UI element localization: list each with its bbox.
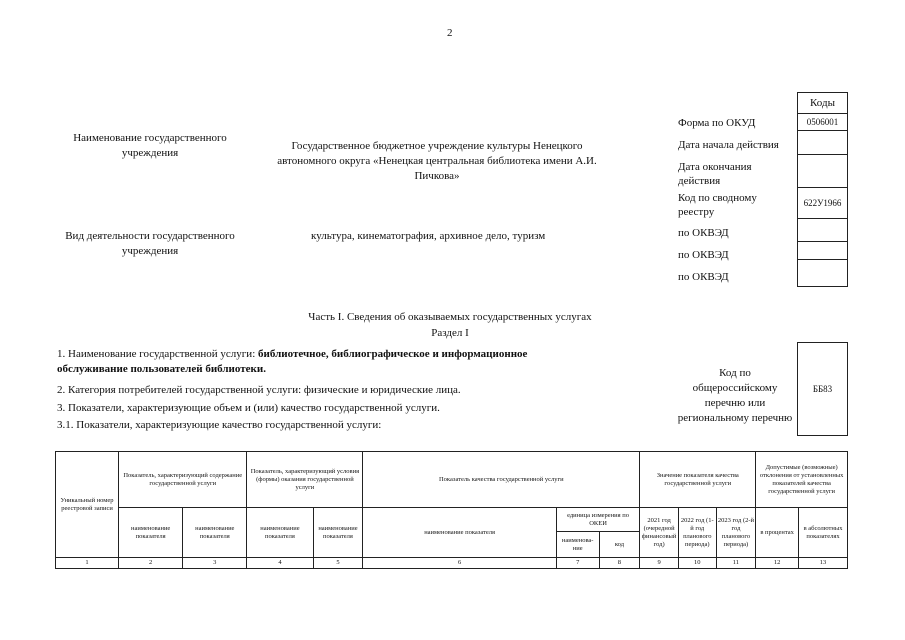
activity-value: культура, кинематография, архивное дело, туризм [311,230,546,242]
service-name [57,347,597,377]
col-okei-group: единица измерения по ОКЕИ [556,508,639,532]
col-absolute: в абсолютных показателях [799,508,848,558]
col-year-2022: 2022 год (1-й год планового периода) [678,508,716,558]
num-6: 6 [363,558,556,569]
part-title: Часть I. Сведения об оказываемых государственных услугах [308,311,592,323]
section-title: Раздел I [431,327,469,339]
code-start-date [798,131,848,155]
num-9: 9 [640,558,679,569]
label-okved-3: по ОКВЭД [678,271,729,283]
quality-heading: 3.1. Показатели, характеризующие качество государственной услуги: [57,419,382,431]
service-name-value: библиотечное, библиографическое и информационное обслуживание пользователей библиотеки. [57,348,528,375]
num-4: 4 [247,558,313,569]
col-conditions-1: наименование показателя [247,508,313,558]
num-10: 10 [678,558,716,569]
col-conditions-2: наименование показателя [313,508,363,558]
col-okei-code: код [599,532,640,558]
label-okved-2: по ОКВЭД [678,249,729,261]
col-value-group: Значение показателя качества государственной услуги [640,452,756,508]
institution-name: Государственное бюджетное учреждение культуры Ненецкого автономного округа «Ненецкая центральная библиотека имени А.И. Пичкова» [277,140,597,182]
label-reestr: Код по сводному реестру [678,192,757,218]
consumer-category: 2. Категория потребителей государственной услуги: физические и юридические лица. [57,384,461,396]
col-content-group: Показатель, характеризующий содержание государственной услуги [119,452,247,508]
indicators-heading: 3. Показатели, характеризующие объем и (или) качество государственной услуги. [57,402,440,414]
code-okud: 0506001 [798,114,848,131]
col-unique-number: Уникальный номер реестровой записи [56,452,119,558]
col-content-2: наименование показателя [183,508,247,558]
num-8: 8 [599,558,640,569]
page-number: 2 [447,27,453,39]
col-quality-group: Показатель качества государственной услуги [363,452,640,508]
num-13: 13 [799,558,848,569]
label-end-date: Дата окончания действия [678,161,752,187]
codes-header: Коды [798,93,848,114]
num-2: 2 [119,558,183,569]
num-12: 12 [756,558,799,569]
unique-code-value: ББ83 [797,342,848,436]
num-11: 11 [716,558,756,569]
col-okei-name: наименова-ние [556,532,599,558]
col-year-2023: 2023 год (2-й год планового периода) [716,508,756,558]
num-7: 7 [556,558,599,569]
activity-label: Вид деятельности государственного учреждения [65,230,235,257]
col-conditions-group: Показатель, характеризующий условия (формы) оказания государственной услуги [247,452,363,508]
code-okved-3 [798,260,848,287]
label-okved-1: по ОКВЭД [678,227,729,239]
unique-code-label: Код по общероссийскому перечню или региональному перечню [677,367,793,424]
quality-table [55,451,848,569]
label-start-date: Дата начала действия [678,139,779,151]
codes-table [797,92,848,287]
col-year-2021: 2021 год (очередной финансовый год) [640,508,679,558]
label-okud: Форма по ОКУД [678,117,756,129]
num-1: 1 [56,558,119,569]
col-percent: в процентах [756,508,799,558]
col-indicator-name: наименование показателя [363,508,556,558]
code-okved-2 [798,242,848,260]
num-5: 5 [313,558,363,569]
col-content-1: наименование показателя [119,508,183,558]
code-end-date [798,155,848,188]
col-deviation-group: Допустимые (возможные) отклонения от установленных показателей качества государственной услуги [756,452,848,508]
num-3: 3 [183,558,247,569]
institution-label: Наименование государственного учреждения [73,132,227,159]
service-name-prefix: 1. Наименование государственной услуги: [57,348,259,360]
code-reestr: 622У1966 [798,188,848,219]
code-okved-1 [798,219,848,242]
